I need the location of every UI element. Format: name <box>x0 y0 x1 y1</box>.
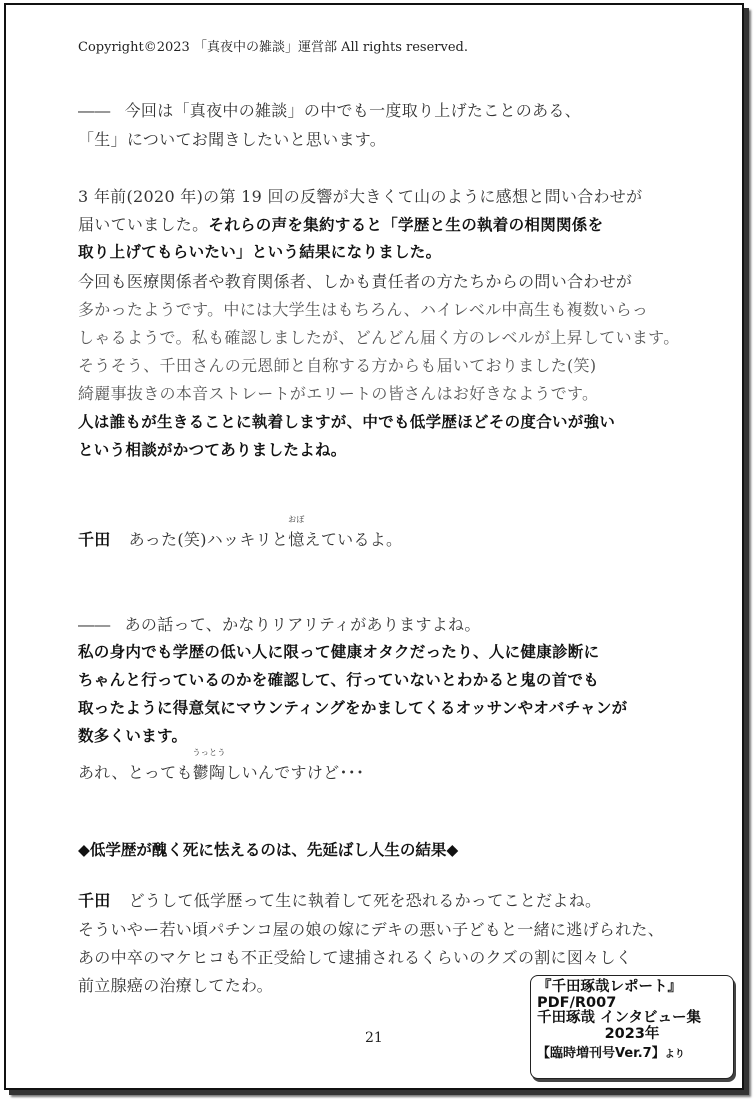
kanji: 憶 <box>288 530 305 549</box>
paragraph-2-line-6: しゃるようで。私も確認しましたが、どんどん届く方のレベルが上昇しています。 <box>78 328 680 347</box>
text: 今回は「真夜中の雑談」の中でも一度取り上げたことのある、 <box>124 101 582 120</box>
interviewer-dash: ―― <box>78 615 111 634</box>
furigana: おぼ <box>288 515 305 524</box>
section-heading: ◆低学歴が醜く死に怯えるのは、先延ばし人生の結果◆ <box>78 841 459 859</box>
source-collection: 千田琢哉 インタビュー集 <box>537 1010 701 1027</box>
paragraph-2-line-7: そうそう、千田さんの元恩師と自称する方からも届いておりました(笑) <box>78 356 597 375</box>
issue-suffix: より <box>664 1048 685 1060</box>
question-1-line-1 <box>78 98 581 121</box>
text: あれ、とっても <box>78 763 193 782</box>
text: あった(笑)ハッキリと <box>128 530 289 549</box>
answer-2-line-1 <box>78 888 601 911</box>
source-title: 『千田琢哉レポート』 <box>537 979 682 995</box>
paragraph-2-line-4: 今回も医療関係者や教育関係者、しかも責任者の方たちからの問い合わせが <box>78 272 633 291</box>
interviewer-dash: ―― <box>78 101 111 120</box>
paragraph-2-line-10: という相談がかつてありましたよね。 <box>78 441 347 459</box>
question-2-line-1 <box>78 612 481 635</box>
furigana: うっとう <box>192 748 226 757</box>
question-2-line-4: 取ったように得意気にマウンティングをかましてくるオッサンやオバチャンが <box>78 699 628 717</box>
question-2-line-3: ちゃんと行っているのかを確認して、行っていないとわかると鬼の首でも <box>78 671 600 689</box>
speaker-name: 千田 <box>78 530 111 549</box>
question-1-line-2: 「生」についてお聞きしたいと思います。 <box>78 130 387 149</box>
source-info-box <box>530 975 734 1079</box>
question-2-line-6 <box>78 748 365 783</box>
text: 届いていました。 <box>78 215 209 234</box>
kanji: 鬱陶 <box>192 763 226 782</box>
source-issue <box>537 1046 685 1061</box>
text: しいんですけど･･･ <box>225 763 365 782</box>
ruby-word <box>192 748 226 783</box>
ruby-word <box>288 515 305 550</box>
emphasis: それらの声を集約すると「学歴と生の執着の相関関係を <box>208 216 604 234</box>
copyright-notice: Copyright©2023 「真夜中の雑談」運営部 All rights reserved. <box>78 40 468 55</box>
paragraph-2-line-3: 取り上げてもらいたい」という結果になりました。 <box>78 243 442 261</box>
text: えているよ。 <box>304 530 403 549</box>
text: どうして低学歴って生に執着して死を恐れるかってことだよね。 <box>128 891 602 910</box>
issue-label: 【臨時増刊号Ver.7】 <box>537 1045 665 1061</box>
page-number: 21 <box>365 1030 383 1046</box>
question-2-line-5: 数多くいます。 <box>78 727 188 745</box>
answer-2-line-3: あの中卒のマケヒコも不正受給して逮捕されるくらいのクズの割に図々しく <box>78 948 633 967</box>
paragraph-2-line-2 <box>78 212 603 235</box>
answer-1 <box>78 515 403 550</box>
source-code: PDF/R007 <box>537 994 617 1011</box>
paragraph-2-line-1: 3 年前(2020 年)の第 19 回の反響が大きくて山のように感想と問い合わせが <box>78 187 643 206</box>
answer-2-line-2: そういやー若い頃パチンコ屋の娘の嫁にデキの悪い子どもと一緒に逃げられた、 <box>78 920 665 939</box>
paragraph-2-line-5: 多かったようです。中には大学生はもちろん、ハイレベル中高生も複数いらっ <box>78 300 649 319</box>
question-2-line-2: 私の身内でも学歴の低い人に限って健康オタクだったり、人に健康診断に <box>78 643 600 661</box>
text: あの話って、かなりリアリティがありますよね。 <box>124 615 481 634</box>
answer-2-line-4: 前立腺癌の治療してたわ。 <box>78 976 273 995</box>
paragraph-2-line-9: 人は誰もが生きることに執着しますが、中でも低学歴ほどその度合いが強い <box>78 413 616 431</box>
source-year: 2023年 <box>604 1025 660 1042</box>
paragraph-2-line-8: 綺麗事抜きの本音ストレートがエリートの皆さんはお好きなようです。 <box>78 384 599 403</box>
speaker-name: 千田 <box>78 891 111 910</box>
